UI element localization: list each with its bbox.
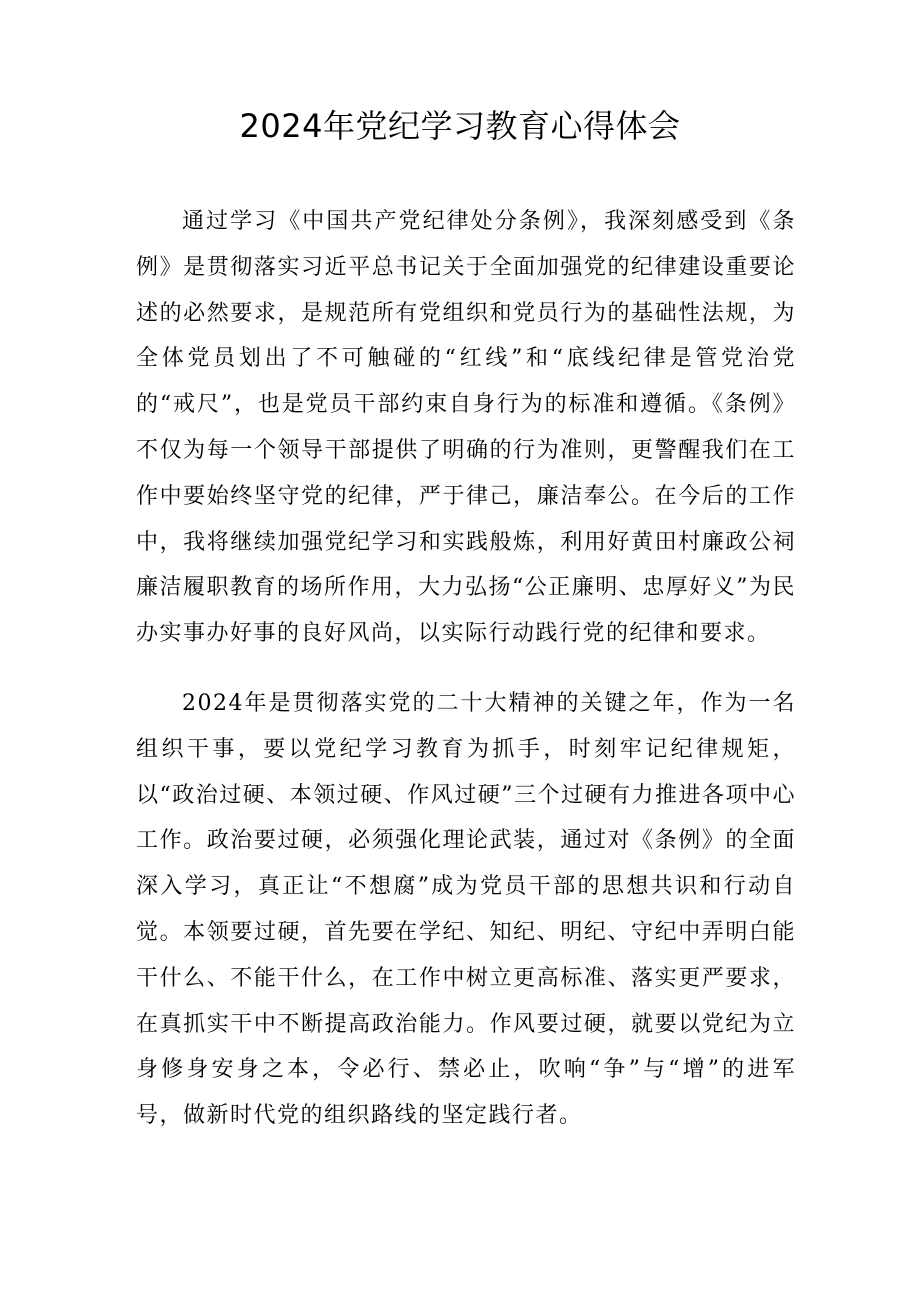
- document-title: 2024年党纪学习教育心得体会: [239, 107, 681, 145]
- body-paragraph-2: 2024年是贯彻落实党的二十大精神的关键之年，作为一名组织干事，要以党纪学习教育为抓手，时刻牢记纪律规矩，以“政治过硬、本领过硬、作风过硬”三个过硬有力推进各项中心工作。政治要过硬，必须强化理论武装，通过对《条例》的全面深入学习，真正让“不想腐”成为党员干部的思想共识和行动自觉。本领要过硬，首先要在学纪、知纪、明纪、守纪中弄明白能干什么、不能干什么，在工作中树立更高标准、落实更严要求，在真抓实干中不断提高政治能力。作风要过硬，就要以党纪为立身修身安身之本，令必行、禁必止，吹响“争”与“增”的进军号，做新时代党的组织路线的坚定践行者。: [136, 691, 796, 1129]
- body-paragraph-1: 通过学习《中国共产党纪律处分条例》，我深刻感受到《条例》是贯彻落实习近平总书记关于全面加强党的纪律建设重要论述的必然要求，是规范所有党组织和党员行为的基础性法规，为全体党员划出了不可触碰的“红线”和“底线纪律是管党治党的“戒尺”，也是党员干部约束自身行为的标准和遵循。《条例》不仅为每一个领导干部提供了明确的行为准则，更警醒我们在工作中要始终坚守党的纪律，严于律己，廉洁奉公。在今后的工作中，我将继续加强党纪学习和实践般炼，利用好黄田村廉政公祠廉洁履职教育的场所作用，大力弘扬“公正廉明、忠厚好义”为民办实事办好事的良好风尚，以实际行动践行党的纪律和要求。: [136, 209, 796, 647]
